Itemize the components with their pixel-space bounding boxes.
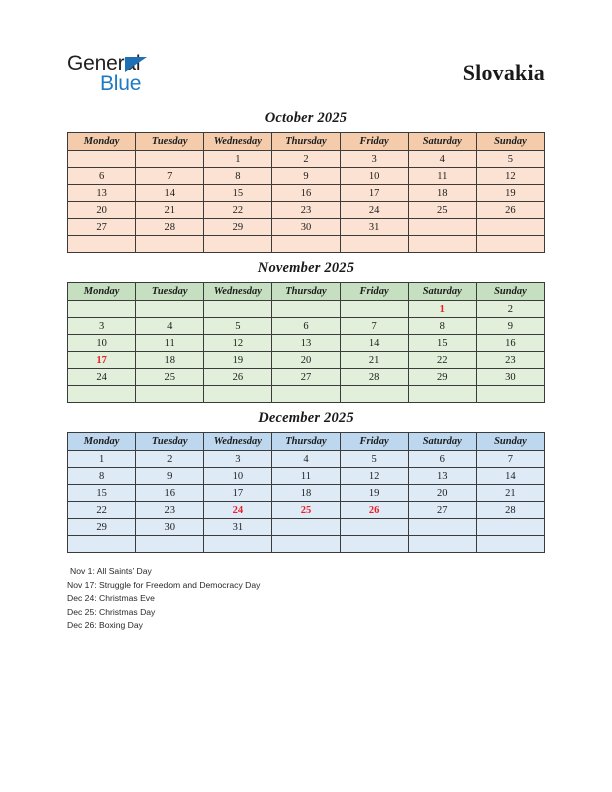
- calendar-day-empty: [204, 301, 272, 318]
- calendar-day-cell[interactable]: 27: [68, 219, 136, 236]
- calendar-day-cell[interactable]: 30: [136, 519, 204, 536]
- calendar-day-cell[interactable]: 27: [408, 502, 476, 519]
- triangle-right-icon: [125, 57, 147, 72]
- calendar-day-cell[interactable]: 3: [68, 318, 136, 335]
- calendar-week-row: [68, 536, 545, 553]
- weekday-header-tuesday: Tuesday: [136, 433, 204, 451]
- calendar-day-cell[interactable]: 1: [408, 301, 476, 318]
- calendar-day-empty: [340, 519, 408, 536]
- calendar-day-cell[interactable]: 31: [204, 519, 272, 536]
- weekday-header-wednesday: Wednesday: [204, 283, 272, 301]
- calendar-day-cell[interactable]: 12: [340, 468, 408, 485]
- calendar-table-october: [67, 132, 545, 253]
- calendar-day-cell[interactable]: 10: [68, 335, 136, 352]
- calendar-day-cell[interactable]: 30: [272, 219, 340, 236]
- calendar-day-cell[interactable]: 2: [272, 151, 340, 168]
- calendar-day-empty: [272, 236, 340, 253]
- calendar-day-cell[interactable]: 13: [68, 185, 136, 202]
- weekday-header-row: [68, 283, 545, 301]
- calendar-day-cell[interactable]: 10: [204, 468, 272, 485]
- calendar-week-row: [68, 519, 545, 536]
- weekday-header-friday: Friday: [340, 433, 408, 451]
- calendar-day-cell[interactable]: 24: [340, 202, 408, 219]
- calendar-day-cell[interactable]: 17: [204, 485, 272, 502]
- calendar-day-cell[interactable]: 22: [68, 502, 136, 519]
- calendar-day-cell[interactable]: 15: [204, 185, 272, 202]
- calendar-day-empty: [204, 236, 272, 253]
- calendar-day-cell[interactable]: 28: [340, 369, 408, 386]
- calendar-day-cell[interactable]: 25: [272, 502, 340, 519]
- calendar-week-row: [68, 151, 545, 168]
- calendar-day-empty: [204, 386, 272, 403]
- calendar-day-empty: [340, 301, 408, 318]
- month-title: December 2025: [258, 410, 354, 426]
- calendar-day-cell[interactable]: 5: [340, 451, 408, 468]
- calendar-day-empty: [476, 219, 544, 236]
- calendar-day-empty: [408, 536, 476, 553]
- calendar-day-cell[interactable]: 11: [272, 468, 340, 485]
- holiday-legend: [67, 565, 527, 633]
- calendar-day-cell[interactable]: 28: [136, 219, 204, 236]
- calendar-day-empty: [476, 536, 544, 553]
- calendar-day-cell[interactable]: 6: [408, 451, 476, 468]
- calendar-week-row: [68, 468, 545, 485]
- calendar-week-row: [68, 202, 545, 219]
- calendar-day-empty: [136, 386, 204, 403]
- calendar-week-row: [68, 185, 545, 202]
- calendar-day-cell[interactable]: 7: [340, 318, 408, 335]
- calendar-day-cell[interactable]: 19: [476, 185, 544, 202]
- legend-item: Dec 26: Boxing Day: [67, 620, 143, 630]
- calendar-day-empty: [136, 536, 204, 553]
- calendar-day-empty: [204, 536, 272, 553]
- weekday-header-friday: Friday: [340, 133, 408, 151]
- legend-item: Nov 17: Struggle for Freedom and Democracy Day: [67, 579, 261, 590]
- calendar-day-cell[interactable]: 8: [204, 168, 272, 185]
- calendar-day-cell[interactable]: 20: [408, 485, 476, 502]
- calendar-day-cell[interactable]: 21: [340, 352, 408, 369]
- calendar-day-cell[interactable]: 14: [476, 468, 544, 485]
- calendar-day-empty: [476, 386, 544, 403]
- calendar-day-empty: [272, 386, 340, 403]
- calendar-day-cell[interactable]: 27: [272, 369, 340, 386]
- weekday-header-row: [68, 433, 545, 451]
- calendar-day-empty: [272, 536, 340, 553]
- calendar-day-empty: [272, 519, 340, 536]
- month-title: October 2025: [264, 110, 348, 126]
- calendar-day-cell[interactable]: 19: [204, 352, 272, 369]
- calendar-day-cell[interactable]: 2: [136, 451, 204, 468]
- calendar-day-empty: [68, 386, 136, 403]
- calendar-day-cell[interactable]: 18: [408, 185, 476, 202]
- calendar-day-cell[interactable]: 9: [476, 318, 544, 335]
- calendar-week-row: [68, 451, 545, 468]
- calendar-week-row: [68, 502, 545, 519]
- month-title: November 2025: [257, 260, 355, 276]
- calendar-day-cell[interactable]: 3: [340, 151, 408, 168]
- weekday-header-row: [68, 133, 545, 151]
- weekday-header-monday: Monday: [68, 133, 136, 151]
- calendar-day-cell[interactable]: 20: [68, 202, 136, 219]
- calendar-day-cell[interactable]: 16: [476, 335, 544, 352]
- calendar-day-cell[interactable]: 23: [136, 502, 204, 519]
- calendar-day-cell[interactable]: 30: [476, 369, 544, 386]
- calendar-day-empty: [68, 536, 136, 553]
- page-title: Slovakia: [462, 60, 545, 85]
- calendar-week-row: [68, 301, 545, 318]
- calendar-day-cell[interactable]: 3: [204, 451, 272, 468]
- calendar-table-november: [67, 282, 545, 403]
- calendar-day-cell[interactable]: 19: [340, 485, 408, 502]
- calendar-body: [68, 151, 545, 253]
- calendar-day-cell[interactable]: 26: [476, 202, 544, 219]
- calendar-day-cell[interactable]: 8: [408, 318, 476, 335]
- calendar-day-cell[interactable]: 16: [136, 485, 204, 502]
- page-header: [0, 48, 612, 98]
- calendar-table-december: [67, 432, 545, 553]
- calendar-day-empty: [408, 386, 476, 403]
- month-block-october: [67, 110, 545, 253]
- weekday-header-tuesday: Tuesday: [136, 283, 204, 301]
- weekday-header-monday: Monday: [68, 283, 136, 301]
- calendar-day-empty: [68, 301, 136, 318]
- calendar-day-cell[interactable]: 24: [68, 369, 136, 386]
- weekday-header-saturday: Saturday: [408, 133, 476, 151]
- calendar-day-empty: [272, 301, 340, 318]
- calendar-week-row: [68, 219, 545, 236]
- calendar-day-cell[interactable]: 13: [408, 468, 476, 485]
- calendar-day-cell[interactable]: 4: [408, 151, 476, 168]
- calendar-day-cell[interactable]: 1: [68, 451, 136, 468]
- calendar-day-empty: [340, 536, 408, 553]
- calendar-day-cell[interactable]: 18: [272, 485, 340, 502]
- weekday-header-saturday: Saturday: [408, 433, 476, 451]
- calendar-day-cell[interactable]: 23: [272, 202, 340, 219]
- calendar-body: [68, 451, 545, 553]
- calendar-week-row: [68, 485, 545, 502]
- weekday-header-wednesday: Wednesday: [204, 133, 272, 151]
- calendar-week-row: [68, 369, 545, 386]
- calendar-day-cell[interactable]: 12: [204, 335, 272, 352]
- calendar-day-cell[interactable]: 14: [136, 185, 204, 202]
- calendar-day-cell[interactable]: 26: [340, 502, 408, 519]
- calendar-day-empty: [136, 151, 204, 168]
- calendar-day-cell[interactable]: 9: [272, 168, 340, 185]
- logo-word-general: General: [67, 52, 141, 75]
- calendar-day-empty: [476, 519, 544, 536]
- calendar-day-empty: [136, 236, 204, 253]
- weekday-header-wednesday: Wednesday: [204, 433, 272, 451]
- calendar-day-cell[interactable]: 17: [68, 352, 136, 369]
- calendar-day-empty: [476, 236, 544, 253]
- calendar-day-cell[interactable]: 13: [272, 335, 340, 352]
- calendar-body: [68, 301, 545, 403]
- calendar-day-cell[interactable]: 15: [68, 485, 136, 502]
- general-blue-logo: [67, 52, 267, 98]
- weekday-header-tuesday: Tuesday: [136, 133, 204, 151]
- calendar-day-cell[interactable]: 11: [408, 168, 476, 185]
- calendar-day-cell[interactable]: 25: [136, 369, 204, 386]
- calendar-day-empty: [408, 219, 476, 236]
- calendar-day-cell[interactable]: 28: [476, 502, 544, 519]
- calendar-day-empty: [408, 519, 476, 536]
- calendar-day-empty: [136, 301, 204, 318]
- calendar-day-cell[interactable]: 20: [272, 352, 340, 369]
- calendar-day-cell[interactable]: 7: [476, 451, 544, 468]
- weekday-header-monday: Monday: [68, 433, 136, 451]
- calendar-day-cell[interactable]: 18: [136, 352, 204, 369]
- calendar-day-cell[interactable]: 24: [204, 502, 272, 519]
- weekday-header-sunday: Sunday: [476, 283, 544, 301]
- calendar-day-cell[interactable]: 23: [476, 352, 544, 369]
- calendar-day-cell[interactable]: 29: [204, 219, 272, 236]
- logo-word-blue: Blue: [100, 72, 142, 95]
- weekday-header-saturday: Saturday: [408, 283, 476, 301]
- weekday-header-sunday: Sunday: [476, 433, 544, 451]
- calendar-day-cell[interactable]: 17: [340, 185, 408, 202]
- calendar-day-cell[interactable]: 11: [136, 335, 204, 352]
- calendar-day-cell[interactable]: 8: [68, 468, 136, 485]
- calendar-day-cell[interactable]: 15: [408, 335, 476, 352]
- calendar-week-row: [68, 318, 545, 335]
- calendar-day-cell[interactable]: 5: [476, 151, 544, 168]
- legend-item: Dec 24: Christmas Eve: [67, 593, 155, 603]
- calendar-day-empty: [408, 236, 476, 253]
- calendar-week-row: [68, 335, 545, 352]
- legend-item: Dec 25: Christmas Day: [67, 606, 156, 617]
- calendar-day-cell[interactable]: 29: [68, 519, 136, 536]
- month-block-november: [67, 260, 545, 403]
- calendar-day-empty: [68, 236, 136, 253]
- calendar-day-cell[interactable]: 6: [272, 318, 340, 335]
- month-block-december: [67, 410, 545, 553]
- calendar-day-cell[interactable]: 1: [204, 151, 272, 168]
- weekday-header-thursday: Thursday: [272, 283, 340, 301]
- calendar-day-cell[interactable]: 9: [136, 468, 204, 485]
- weekday-header-thursday: Thursday: [272, 433, 340, 451]
- calendar-day-empty: [68, 151, 136, 168]
- calendar-day-cell[interactable]: 6: [68, 168, 136, 185]
- legend-item: Nov 1: All Saints’ Day: [70, 566, 152, 576]
- calendar-day-cell[interactable]: 5: [204, 318, 272, 335]
- calendar-week-row: [68, 236, 545, 253]
- weekday-header-thursday: Thursday: [272, 133, 340, 151]
- calendar-week-row: [68, 168, 545, 185]
- calendar-day-empty: [340, 386, 408, 403]
- calendar-day-cell[interactable]: 16: [272, 185, 340, 202]
- calendar-day-cell[interactable]: 10: [340, 168, 408, 185]
- weekday-header-friday: Friday: [340, 283, 408, 301]
- calendar-day-cell[interactable]: 21: [136, 202, 204, 219]
- calendar-day-cell[interactable]: 25: [408, 202, 476, 219]
- weekday-header-sunday: Sunday: [476, 133, 544, 151]
- calendar-day-cell[interactable]: 22: [408, 352, 476, 369]
- calendar-day-cell[interactable]: 12: [476, 168, 544, 185]
- calendar-week-row: [68, 386, 545, 403]
- calendar-day-cell[interactable]: 22: [204, 202, 272, 219]
- calendar-day-cell[interactable]: 7: [136, 168, 204, 185]
- calendar-day-empty: [340, 236, 408, 253]
- calendar-day-cell[interactable]: 31: [340, 219, 408, 236]
- calendar-day-cell[interactable]: 2: [476, 301, 544, 318]
- calendar-day-cell[interactable]: 4: [136, 318, 204, 335]
- calendar-week-row: [68, 352, 545, 369]
- calendar-day-cell[interactable]: 26: [204, 369, 272, 386]
- calendar-day-cell[interactable]: 14: [340, 335, 408, 352]
- calendar-day-cell[interactable]: 29: [408, 369, 476, 386]
- calendar-day-cell[interactable]: 4: [272, 451, 340, 468]
- calendar-day-cell[interactable]: 21: [476, 485, 544, 502]
